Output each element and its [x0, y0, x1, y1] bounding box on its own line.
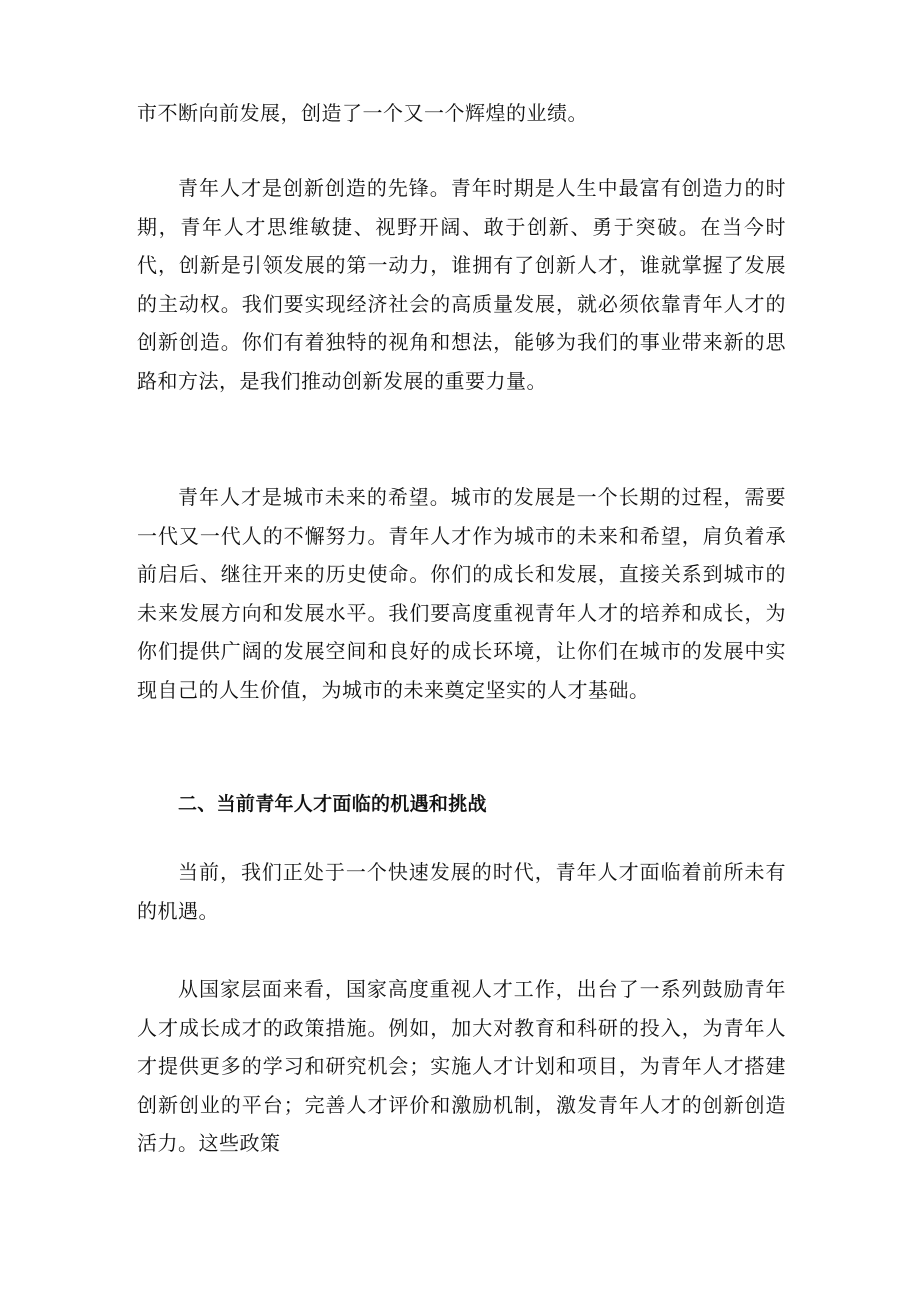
paragraph-future: 青年人才是城市未来的希望。城市的发展是一个长期的过程，需要一代又一代人的不懈努力。青年人才作为城市的未来和希望，肩负着承前启后、继往开来的历史使命。你们的成长和发展，直接关系到城市的未来发展方向和发展水平。我们要高度重视青年人才的培养和成长，为你们提供广阔的发展空间和良好的成长环境，让你们在城市的发展中实现自己的人生价值，为城市的未来奠定坚实的人才基础。	[137, 485, 786, 702]
paragraph-innovation: 青年人才是创新创造的先锋。青年时期是人生中最富有创造力的时期，青年人才思维敏捷、视野开阔、敢于创新、勇于突破。在当今时代，创新是引领发展的第一动力，谁拥有了创新人才，谁就掌握了发展的主动权。我们要实现经济社会的高质量发展，就必须依靠青年人才的创新创造。你们有着独特的视角和想法，能够为我们的事业带来新的思路和方法，是我们推动创新发展的重要力量。	[137, 176, 786, 393]
paragraph-national: 从国家层面来看，国家高度重视人才工作，出台了一系列鼓励青年人才成长成才的政策措施。例如，加大对教育和科研的投入，为青年人才提供更多的学习和研究机会；实施人才计划和项目，为青年人才搭建创新创业的平台；完善人才评价和激励机制，激发青年人才的创新创造活力。这些政策	[137, 977, 786, 1155]
continuation-text: 市不断向前发展，创造了一个又一个辉煌的业绩。	[137, 101, 588, 125]
section-heading: 二、当前青年人才面临的机遇和挑战	[178, 793, 487, 815]
paragraph-opportunity: 当前，我们正处于一个快速发展的时代，青年人才面临着前所未有的机遇。	[137, 860, 786, 923]
